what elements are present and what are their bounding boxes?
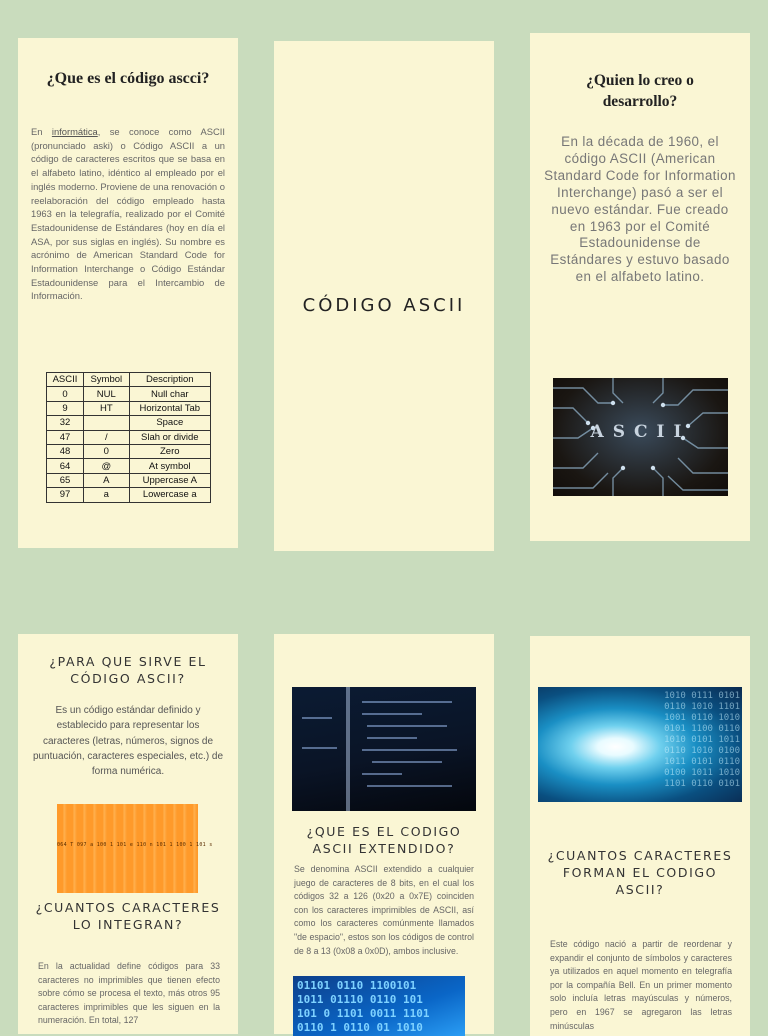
ascii-code-cell: 48: [47, 444, 84, 458]
ascii-table-header-row: [47, 373, 211, 387]
code-line: [372, 761, 442, 763]
ascii-table-row: [47, 473, 211, 487]
orange-image-code: 064 T 097 a 100 1 101 e 110 n 101 1 100 1 101 s: [57, 842, 213, 848]
ascii-table-header: Symbol: [84, 373, 130, 387]
section-title-cuantos: ¿CUANTOS CARACTERES LO INTEGRAN?: [35, 900, 221, 932]
screen-divider: [346, 687, 350, 811]
characters-count-text: En la actualidad define códigos para 33 caracteres no imprimibles que tienen efecto sobre cómo se procesa el texto, más otros 95 caracteres imprimibles que les siguen en la numeración. En total, 127: [38, 961, 220, 1026]
panel-ascii-extendido: [274, 634, 494, 1034]
ascii-code-cell: 9: [47, 401, 84, 415]
binary-code-image: [293, 976, 465, 1036]
code-line: [362, 701, 452, 703]
ascii-table-row: [47, 387, 211, 401]
tunnel-binary-digits: 1010 0111 0101 0110 1010 1101 1001 0110 1010 0101 1100 0110 1010 0101 1011 0110 1010 0100 1011 0101 0110 0100 1011 1010 1101 0110 0101: [664, 691, 740, 789]
ascii-symbol-cell: /: [84, 430, 130, 444]
ascii-table-header: ASCII: [47, 373, 84, 387]
ascii-symbol-cell: NUL: [84, 387, 130, 401]
panel-title: ¿QUE ES EL CODIGO ASCII EXTENDIDO?: [306, 824, 462, 856]
binary-digits: 01101 0110 1100101 1011 01110 0110 101 101 0 1101 0011 1101 0110 1 0110 01 1010: [297, 979, 430, 1034]
ascii-code-cell: 97: [47, 488, 84, 502]
panel-cuantos-caracteres: [530, 636, 750, 1036]
ascii-circuit-image: [553, 378, 728, 496]
binary-tunnel-image: [538, 687, 742, 802]
panel-cover: [274, 41, 494, 551]
ascii-table-row: [47, 401, 211, 415]
code-line: [302, 717, 332, 719]
orange-code-image: [57, 804, 213, 893]
ascii-symbol-cell: 0: [84, 444, 130, 458]
ascii-image-word: ASCII: [590, 422, 691, 442]
code-screen-image: [292, 687, 476, 811]
ascii-description-cell: Uppercase A: [129, 473, 210, 487]
ascii-description-cell: Slah or divide: [129, 430, 210, 444]
ascii-table-row: [47, 430, 211, 444]
code-line: [362, 749, 457, 751]
extended-ascii-text: Se denomina ASCII extendido a cualquier juego de caracteres de 8 bits, en el cual los códigos 32 a 126 (0x20 a 0x7E) coinciden con los caracteres imprimibles de ASCII, así como los caracteres comúnmente llamados "de espacio", estos son los códigos de control de 8 a 13 (0x08 a 0x0D), ambos inclusive.: [294, 864, 474, 956]
ascii-symbol-cell: A: [84, 473, 130, 487]
ascii-description-cell: Lowercase a: [129, 488, 210, 502]
ascii-table-header: Description: [129, 373, 210, 387]
ascii-symbol-cell: @: [84, 459, 130, 473]
ascii-description-cell: Null char: [129, 387, 210, 401]
ascii-symbol-cell: a: [84, 488, 130, 502]
code-line: [367, 725, 447, 727]
code-line: [302, 747, 337, 749]
origin-text: Este código nació a partir de reordenar y expandir el conjunto de símbolos y caracteres ya utilizados en aquel momento en telegrafía por la compañía Bell. En un primer momento solo incluía letras mayúsculas y números, pero en 1967 se agregaron las letras minúsculas: [550, 939, 732, 1031]
panel-title: ¿PARA QUE SIRVE EL CÓDIGO ASCII?: [49, 654, 207, 686]
ascii-code-cell: 0: [47, 387, 84, 401]
informatica-link[interactable]: informática: [51, 126, 98, 137]
ascii-description-cell: Space: [129, 416, 210, 430]
ascii-code-cell: 47: [47, 430, 84, 444]
ascii-table-row: [47, 459, 211, 473]
ascii-code-cell: 64: [47, 459, 84, 473]
ascii-symbol-cell: [84, 416, 130, 430]
panel-quien-lo-creo: [530, 33, 750, 541]
panel-title: ¿Quien lo creo o desarrollo?: [586, 72, 694, 110]
panel-title: ¿CUANTOS CARACTERES FORMAN EL CODIGO ASCII?: [547, 848, 733, 897]
panel-title: ¿Que es el código ascci?: [46, 70, 210, 87]
code-line: [367, 785, 452, 787]
ascii-table-row: [47, 444, 211, 458]
ascii-table-row: [47, 416, 211, 430]
ascii-table-row: [47, 488, 211, 502]
definition-prefix: En: [31, 126, 52, 137]
ascii-description-cell: At symbol: [129, 459, 210, 473]
code-line: [362, 773, 402, 775]
ascii-code-cell: 65: [47, 473, 84, 487]
cover-title: CÓDIGO ASCII: [302, 295, 466, 316]
code-line: [367, 737, 417, 739]
code-line: [362, 713, 422, 715]
panel-para-que-sirve: [18, 634, 238, 1034]
ascii-code-cell: 32: [47, 416, 84, 430]
definition-text: [31, 125, 225, 303]
ascii-symbol-cell: HT: [84, 401, 130, 415]
definition-rest: , se conoce como ASCII (pronunciado aski) o Código ASCII a un código de caracteres escritos que se basa en el alfabeto latino, idéntico al empleado por el inglés moderno. Proviene de una renovación o reelaboración del código empleado hasta 1963 en la telegrafía, realizado por el Comité Estadounidense de Estándares (hoy en día el ASA, por sus siglas en inglés). Su nombre es acrónimo de American Standard Code for Information Interchange o Código Estándar Estadounidense para el Intercambio de Información.: [31, 126, 225, 302]
purpose-text: Es un código estándar definido y establecido para representar los caracteres (letras, números, signos de puntuación, caracteres especiales, etc.) de forma numérica.: [32, 705, 224, 778]
history-text: En la década de 1960, el código ASCII (American Standard Code for Information Interchange) pasó a ser el nuevo estándar. Fue creado en 1963 por el Comité Estadounidense de Estándares y estuvo basado en el alfabeto latino.: [544, 134, 736, 285]
panel-que-es-ascii: [18, 38, 238, 548]
ascii-table: [46, 372, 211, 503]
ascii-description-cell: Horizontal Tab: [129, 401, 210, 415]
ascii-description-cell: Zero: [129, 444, 210, 458]
